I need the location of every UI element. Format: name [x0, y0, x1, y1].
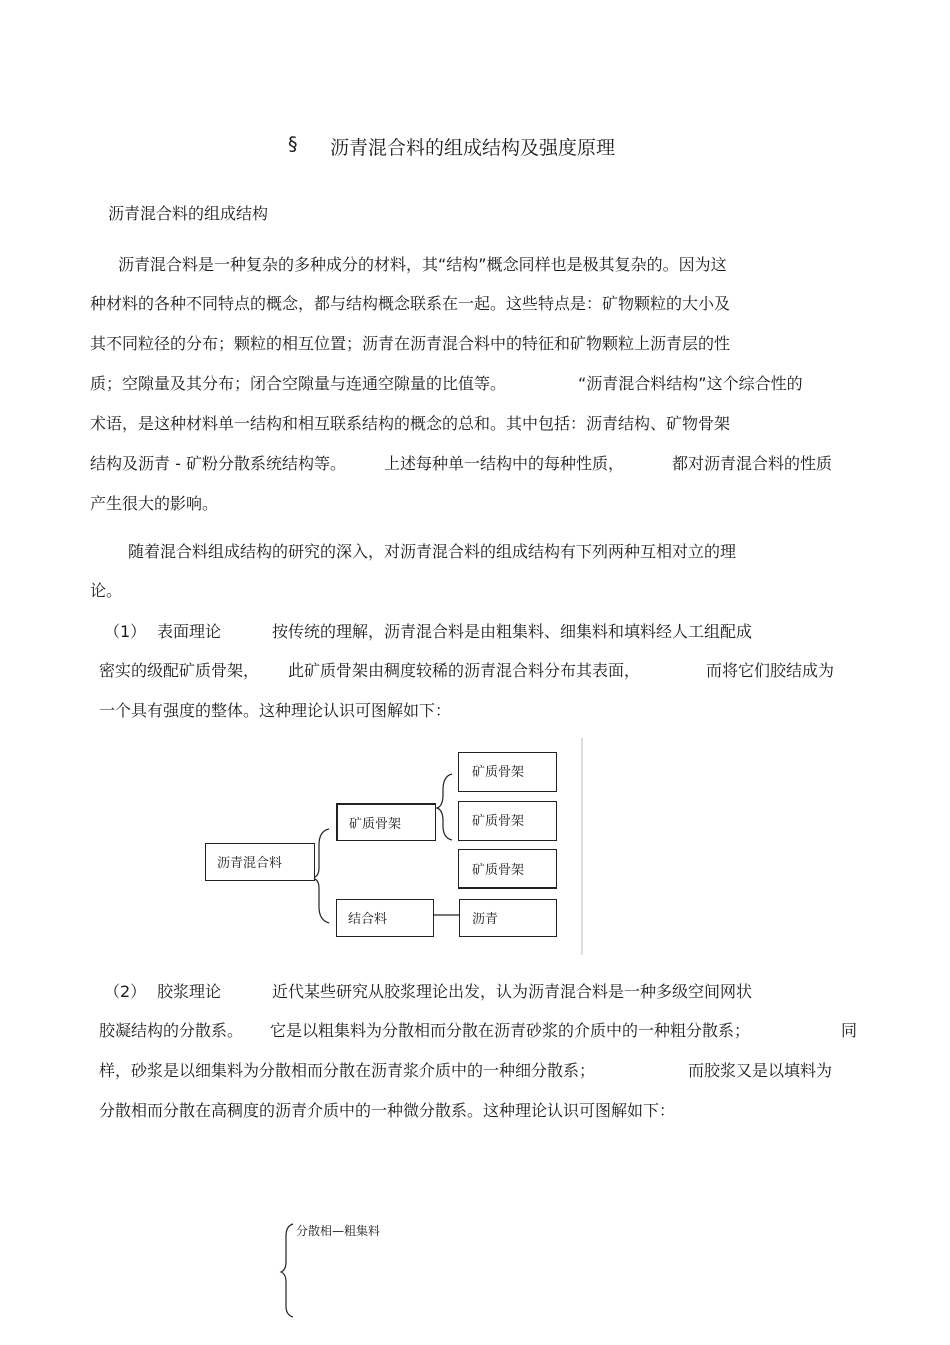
- para1-line: 其不同粒径的分布；颗粒的相互位置；沥青在沥青混合料中的特征和矿物颗粒上沥青层的性: [90, 334, 731, 353]
- theory1-line: 此矿质骨架由稠度较稀的沥青混合料分布其表面，: [288, 661, 641, 680]
- diagram-root-label: 沥青混合料: [217, 856, 283, 871]
- para1-line: 结构及沥青 - 矿粉分散系统结构等。: [90, 454, 346, 473]
- theory1-name: 表面理论: [157, 622, 222, 641]
- theory1-number: （1）: [104, 622, 147, 641]
- theory2-name: 胶浆理论: [157, 982, 222, 1001]
- para1-line: 质；空隙量及其分布；闭合空隙量与连通空隙量的比值等。: [90, 374, 507, 393]
- diagram2-item: 分散相—粗集料: [296, 1224, 381, 1238]
- para1-line: 都对沥青混合料的性质: [672, 454, 833, 473]
- theory2-line: 样，砂浆是以细集料为分散相而分散在沥青浆介质中的一种细分散系；: [99, 1061, 596, 1080]
- para1-line: 种材料的各种不同特点的概念，都与结构概念联系在一起。这些特点是：矿物颗粒的大小及: [90, 294, 731, 313]
- diagram-binder-label: 结合料: [348, 912, 388, 927]
- theory2-line: 近代某些研究从胶浆理论出发，认为沥青混合料是一种多级空间网状: [272, 982, 753, 1001]
- theory1-line: 按传统的理解，沥青混合料是由粗集料、细集料和填料经人工组配成: [272, 622, 753, 641]
- para1-line: 产生很大的影响。: [90, 494, 219, 513]
- theory2-line: 它是以粗集料为分散相而分散在沥青砂浆的介质中的一种粗分散系；: [270, 1021, 751, 1040]
- theory2-line: 分散相而分散在高稠度的沥青介质中的一种微分散系。这种理论认识可图解如下：: [99, 1101, 676, 1120]
- theory2-line: 而胶浆又是以填料为: [688, 1061, 833, 1080]
- para2-line: 论。: [90, 581, 123, 600]
- theory2-line: 同: [841, 1021, 858, 1040]
- para2-line: 随着混合料组成结构的研究的深入，对沥青混合料的组成结构有下列两种互相对立的理: [128, 542, 737, 561]
- section-symbol: §: [288, 133, 298, 155]
- para1-line: “沥青混合料结构”这个综合性的: [578, 374, 803, 393]
- para1-line: 沥青混合料是一种复杂的多种成分的材料，其“结构”概念同样也是极其复杂的。因为这: [118, 255, 727, 274]
- theory1-line: 密实的级配矿质骨架，: [99, 661, 260, 680]
- page-title: 沥青混合料的组成结构及强度原理: [330, 137, 616, 159]
- theory2-line: 胶凝结构的分散系。: [99, 1021, 244, 1040]
- diagram-mineral-label: 矿质骨架: [349, 817, 402, 832]
- diagram-bitumen-label: 沥青: [472, 912, 499, 927]
- theory1-line: 而将它们胶结成为: [706, 661, 835, 680]
- para1-line: 上述每种单一结构中的每种性质，: [384, 454, 625, 473]
- theory2-number: （2）: [104, 982, 147, 1001]
- para1-line: 术语，是这种材料单一结构和相互联系结构的概念的总和。其中包括：沥青结构、矿物骨架: [90, 414, 731, 433]
- section-subtitle: 沥青混合料的组成结构: [108, 204, 269, 223]
- diagram-leaf-label: 矿质骨架: [472, 765, 525, 780]
- theory1-line: 一个具有强度的整体。这种理论认识可图解如下：: [99, 701, 452, 720]
- diagram-leaf-label: 矿质骨架: [472, 814, 525, 829]
- diagram-leaf-label: 矿质骨架: [472, 863, 525, 878]
